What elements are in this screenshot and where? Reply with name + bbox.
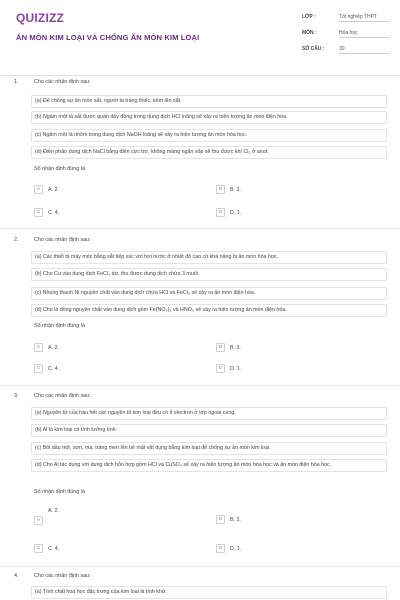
worksheet-title: ĂN MÒN KIM LOẠI VÀ CHỐNG ĂN MÒN KIM LOẠI xyxy=(16,33,200,42)
option-letter-box: D xyxy=(216,208,225,217)
statement: (a) Các thiết bị máy móc bằng sắt tiếp xúc với hơi nước ở nhiệt độ cao có khả năng bị ăn mòn hóa học. xyxy=(31,251,387,264)
question-prompt: Số nhận định đúng là xyxy=(34,166,85,172)
option-a[interactable] xyxy=(34,343,184,355)
statement: (d) Cho Al tác dụng với dung dịch hỗn hợp gồm HCl và CuSO₄ sẽ xảy ra hiện tượng ăn mòn hóa học và ăn mòn điện hóa học. xyxy=(31,459,387,472)
option-c[interactable] xyxy=(34,208,184,220)
option-letter-box: B xyxy=(216,515,225,524)
option-text: C. 4. xyxy=(48,545,60,552)
statement: (a) Để chống sự ăn mòn sắt, người ta tráng thiếc, kẽm lên sắt. xyxy=(31,95,387,108)
quizizz-logo: QUIZIZZ xyxy=(16,11,65,25)
option-b[interactable] xyxy=(216,515,366,527)
option-letter-box: A xyxy=(34,185,43,194)
option-letter-box: C xyxy=(34,364,43,373)
option-text: A. 2. xyxy=(48,344,59,351)
option-text: B. 3. xyxy=(230,516,241,523)
option-d[interactable] xyxy=(216,208,366,220)
option-text: C. 4. xyxy=(48,365,60,372)
statement: (c) Nhúng thanh Ni nguyên chất vào dung dịch chứa HCl và FeCl₃ sẽ xảy ra ăn mòn điện hóa. xyxy=(31,287,387,300)
statement: (a) Nguyên tử của hầu hết các nguyên tố kim loại đều có ít electron ở lớp ngoài cùng. xyxy=(31,407,387,420)
option-letter-box: C xyxy=(34,208,43,217)
question-intro: Cho các nhận định sau: xyxy=(34,573,91,579)
option-letter-box: A xyxy=(34,343,43,352)
statement: (b) Al là kim loại có tính lưỡng tính. xyxy=(31,424,387,437)
meta-label: LỚP : xyxy=(302,14,316,20)
question-number: 4. xyxy=(14,573,19,579)
option-c[interactable] xyxy=(34,544,184,556)
meta-value: Tốt nghiệp THPT xyxy=(339,14,389,22)
option-b[interactable] xyxy=(216,185,366,197)
question-number: 3. xyxy=(14,393,19,399)
option-text: C. 4. xyxy=(48,209,60,216)
option-b[interactable] xyxy=(216,343,366,355)
option-letter-box: D xyxy=(216,544,225,553)
meta-label: MÔN : xyxy=(302,30,317,36)
option-letter-box: D xyxy=(216,364,225,373)
option-c[interactable] xyxy=(34,364,184,376)
option-letter-box: B xyxy=(216,185,225,194)
statement: (c) Bôi dầu mỡ, sơn, mạ, tráng men lên bề mặt vật dụng bằng kim loại để chống sự ăn mòn kim loại. xyxy=(31,442,387,455)
worksheet-header xyxy=(0,0,400,72)
question-number: 2. xyxy=(14,237,19,243)
statement: (b) Ngâm một lá sắt được quấn dây đồng trong dung dịch HCl loãng sẽ xảy ra hiện tượng ăn mòn điện hóa. xyxy=(31,111,387,124)
meta-value: 30 xyxy=(339,46,389,54)
statement: (d) Cho lá đồng nguyên chất vào dung dịch gồm Fe(NO₃)₃ và HNO₃ sẽ xảy ra hiện tượng ăn mòn điện hóa. xyxy=(31,304,387,317)
option-text: D. 1. xyxy=(230,209,242,216)
meta-value: Hóa học xyxy=(339,30,389,38)
statement: (a) Tính chất hoá học đặc trưng của kim loại là tính khử. xyxy=(31,586,387,599)
question-intro: Cho các nhận định sau: xyxy=(34,79,91,85)
option-d[interactable] xyxy=(216,364,366,376)
meta-label: SỐ CÂU : xyxy=(302,46,325,52)
question-divider xyxy=(0,228,400,229)
option-text: A. 2. xyxy=(48,186,59,193)
question-divider xyxy=(0,385,400,386)
option-a[interactable] xyxy=(34,185,184,197)
option-a[interactable] xyxy=(34,508,184,525)
option-text: B. 3. xyxy=(230,186,241,193)
option-text: D. 1. xyxy=(230,365,242,372)
option-text: B. 3. xyxy=(230,344,241,351)
header-divider xyxy=(0,75,400,76)
option-d[interactable] xyxy=(216,544,366,556)
option-letter-box: C xyxy=(34,544,43,553)
question-intro: Cho các nhận định sau: xyxy=(34,393,91,399)
option-letter-box: A xyxy=(34,516,43,525)
statement: (d) Điện phân dung dịch NaCl bằng điện cực trơ, không màng ngăn xốp sẽ thu được khí Cl₂ ở anot. xyxy=(31,146,387,159)
question-divider xyxy=(0,566,400,567)
option-text: A. 2. xyxy=(48,508,59,514)
statement: (b) Cho Cu vào dung dịch FeCl₃ dư, thu được dung dịch chứa 3 muối. xyxy=(31,268,387,281)
statement: (c) Ngâm một lá nhôm trong dung dịch NaOH loãng sẽ xảy ra hiện tượng ăn mòn hóa học. xyxy=(31,129,387,142)
option-text: D. 1. xyxy=(230,545,242,552)
question-number: 1. xyxy=(14,79,19,85)
option-letter-box: B xyxy=(216,343,225,352)
question-intro: Cho các nhận định sau: xyxy=(34,237,91,243)
question-prompt: Số nhận định đúng là xyxy=(34,489,85,495)
question-prompt: Số nhận định đúng là xyxy=(34,323,85,329)
